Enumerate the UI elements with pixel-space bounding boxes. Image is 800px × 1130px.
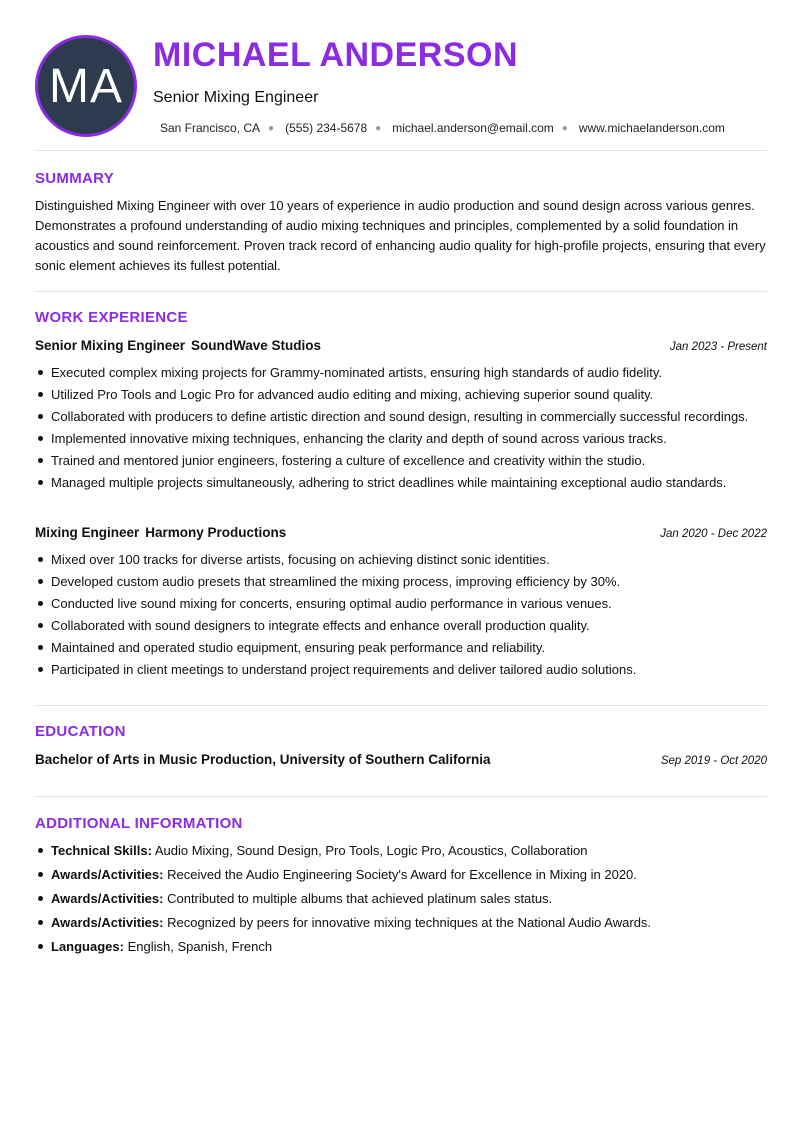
info-value: Received the Audio Engineering Society's Award for Excellence in Mixing in 2020.: [167, 867, 637, 882]
divider: [35, 705, 767, 706]
list-item: [51, 913, 783, 932]
list-item: Executed complex mixing projects for Grammy-nominated artists, ensuring high standards of audio fidelity.: [51, 363, 783, 382]
list-item: Mixed over 100 tracks for diverse artists, focusing on achieving distinct sonic identities.: [51, 550, 783, 569]
job-title: [35, 525, 286, 540]
list-item: Conducted live sound mixing for concerts, ensuring optimal audio performance in various venues.: [51, 594, 783, 613]
info-value: Contributed to multiple albums that achieved platinum sales status.: [167, 891, 553, 906]
list-item: [51, 841, 783, 860]
list-item: Collaborated with producers to define artistic direction and sound design, resulting in commercially successful recordings.: [51, 407, 783, 426]
job-company: SoundWave Studios: [191, 338, 322, 353]
education-entry: [35, 752, 767, 767]
additional-info-heading: ADDITIONAL INFORMATION: [35, 815, 243, 832]
separator-dot-icon: ●: [268, 122, 275, 134]
summary-heading: SUMMARY: [35, 170, 115, 187]
list-item: Utilized Pro Tools and Logic Pro for advanced audio editing and mixing, achieving superior sound quality.: [51, 385, 783, 404]
list-item: Participated in client meetings to understand project requirements and deliver tailored audio solutions.: [51, 660, 783, 679]
divider: [35, 150, 767, 151]
list-item: Implemented innovative mixing techniques, enhancing the clarity and depth of sound across various tracks.: [51, 429, 783, 448]
job-bullets: [35, 550, 783, 682]
info-label: Awards/Activities:: [51, 915, 164, 930]
list-item: Collaborated with sound designers to integrate effects and enhance overall production quality.: [51, 616, 783, 635]
job-dates: Jan 2020 - Dec 2022: [660, 528, 767, 540]
info-value: Audio Mixing, Sound Design, Pro Tools, Logic Pro, Acoustics, Collaboration: [154, 843, 588, 858]
job-company: Harmony Productions: [145, 525, 287, 540]
education-heading: EDUCATION: [35, 723, 126, 740]
separator-dot-icon: ●: [561, 122, 568, 134]
list-item: Managed multiple projects simultaneously, adhering to strict deadlines while maintaining exceptional audio standards.: [51, 473, 783, 492]
list-item: Maintained and operated studio equipment, ensuring peak performance and reliability.: [51, 638, 783, 657]
additional-info-list: [35, 841, 783, 961]
list-item: [51, 937, 783, 956]
job-position: Mixing Engineer: [35, 525, 140, 540]
job-position: Senior Mixing Engineer: [35, 338, 186, 353]
info-value: Recognized by peers for innovative mixing techniques at the National Audio Awards.: [167, 915, 652, 930]
list-item: [51, 889, 783, 908]
job-bullets: [35, 363, 783, 495]
list-item: Trained and mentored junior engineers, fostering a culture of excellence and creativity within the studio.: [51, 451, 783, 470]
info-value: English, Spanish, French: [127, 939, 273, 954]
separator-dot-icon: ●: [375, 122, 382, 134]
avatar-initials: MA: [49, 59, 123, 113]
summary-text: Distinguished Mixing Engineer with over 10 years of experience in audio production and sound design across various genres. Demonstrates a profound understanding of audio mixing techniques and principles, complemented by a solid foundation in acoustics and sound reinforcement. Proven track record of enhancing audio quality for high-profile projects, ensuring that every sonic element achieves its fullest potential.: [35, 198, 766, 273]
job-dates: Jan 2023 - Present: [669, 341, 767, 353]
education-degree: Bachelor of Arts in Music Production, University of Southern California: [35, 752, 491, 767]
contact-email[interactable]: michael.anderson@email.com: [392, 121, 554, 135]
divider: [35, 291, 767, 292]
candidate-name: MICHAEL ANDERSON: [153, 36, 519, 74]
info-label: Technical Skills:: [51, 843, 152, 858]
info-label: Awards/Activities:: [51, 891, 164, 906]
education-dates: Sep 2019 - Oct 2020: [660, 755, 767, 767]
list-item: Developed custom audio presets that streamlined the mixing process, improving efficiency by 30%.: [51, 572, 783, 591]
contact-info: [160, 121, 725, 135]
divider: [35, 796, 767, 797]
contact-location: San Francisco, CA: [160, 121, 261, 135]
list-item: [51, 865, 783, 884]
info-label: Awards/Activities:: [51, 867, 164, 882]
job-header: [35, 338, 767, 353]
work-experience-heading: WORK EXPERIENCE: [35, 309, 188, 326]
job-header: [35, 525, 767, 540]
contact-website[interactable]: www.michaelanderson.com: [578, 121, 725, 135]
job-role: Senior Mixing Engineer: [153, 89, 319, 106]
info-label: Languages:: [51, 939, 124, 954]
avatar: [35, 35, 137, 137]
job-title: [35, 338, 321, 353]
contact-phone: (555) 234-5678: [285, 121, 368, 135]
